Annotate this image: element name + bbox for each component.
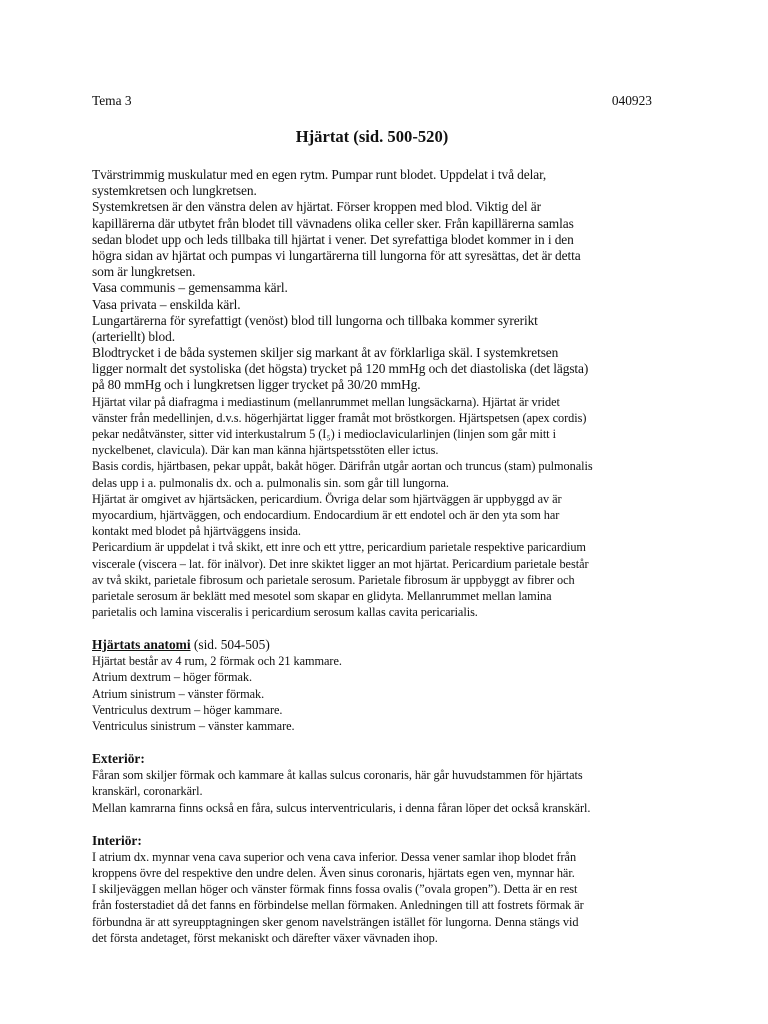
- text-line: nyckelbenet, clavicula). Där kan man känna hjärtspetsstöten eller ictus.: [92, 443, 439, 458]
- section-heading-title: Exteriör:: [92, 751, 145, 767]
- text-line: Vasa communis – gemensamma kärl.: [92, 280, 288, 296]
- section-heading-title: Hjärtats anatomi: [92, 637, 191, 653]
- topic-label: Tema 3: [92, 93, 132, 108]
- text-line: myocardium, hjärtväggen, och endocardium. Endocardium är ett endotel och är den yta som har: [92, 507, 560, 522]
- text-line: från fosterstadiet då det fanns en förbindelse mellan förmaken. Anledningen till att fostrets förmak är: [92, 898, 584, 913]
- text-line: vänster från medellinjen, d.v.s. högerhjärtat ligger framåt mot bröstkorgen. Hjärtspetsen (apex cordis): [92, 410, 587, 425]
- text-line: som är lungkretsen.: [92, 264, 196, 280]
- text-line: det första andetaget, först mekaniskt och därefter växer vävnaden ihop.: [92, 930, 438, 945]
- text-line: på 80 mmHg och i lungkretsen ligger trycket på 30/20 mmHg.: [92, 377, 421, 393]
- text-line: av två skikt, parietale fibrosum och parietale serosum. Parietale fibrosum är uppbyggt av fibrer och: [92, 572, 575, 587]
- text-line: I atrium dx. mynnar vena cava superior och vena cava inferior. Dessa vener samlar ihop blodet från: [92, 849, 577, 864]
- text-line: Hjärtat är omgivet av hjärtsäcken, pericardium. Övriga delar som hjärtväggen är uppbyggd av är: [92, 491, 562, 506]
- section-interior: [92, 832, 692, 946]
- text-line: Lungartärerna för syrefattigt (venöst) blod till lungorna och tillbaka kommer syrerikt: [92, 312, 538, 328]
- text-line: Atrium dextrum – höger förmak.: [92, 670, 253, 685]
- section-heading: [92, 750, 692, 767]
- text-line: (arteriellt) blod.: [92, 328, 175, 344]
- text-line: kapillärerna där utbytet från blodet till vävnadens olika celler sker. Från kapillärerna samlas: [92, 215, 574, 231]
- text-line: ligger normalt det systoliska (det högsta) trycket på 120 mmHg och det diastoliska (det lägsta): [92, 361, 589, 377]
- intro-paragraph: [92, 167, 692, 394]
- text-line: kroppens övre del respektive den undre delen. Även sinus coronaris, hjärtats egen ven, mynnar här.: [92, 865, 575, 880]
- text-line: kontakt med blodet på hjärtväggens insida.: [92, 524, 301, 539]
- text-line: Pericardium är uppdelat i två skikt, ett inre och ett yttre, pericardium parietale respektive paricardium: [92, 540, 586, 555]
- text-line: Blodtrycket i de båda systemen skiljer sig markant åt av förklarliga skäl. I systemkretsen: [92, 345, 559, 361]
- text-line: viscerale (viscera – lat. för inälvor). Det inre skiktet ligger an mot hjärtat. Pericardium parietale består: [92, 556, 589, 571]
- text-line: Atrium sinistrum – vänster förmak.: [92, 686, 265, 701]
- text-line: Vasa privata – enskilda kärl.: [92, 296, 241, 312]
- section-heading-title: Interiör:: [92, 832, 142, 848]
- text-line: Mellan kamrarna finns också en fåra, sulcus interventricularis, i denna fåran löper det också kranskärl.: [92, 800, 591, 815]
- text-line: högra sidan av hjärtat och pumpas vi lungartärerna till lungorna för att syresättas, det är detta: [92, 247, 581, 263]
- section-heading-ref: (sid. 504-505): [190, 637, 270, 653]
- date-label: 040923: [611, 93, 652, 108]
- text-line: I skiljeväggen mellan höger och vänster förmak finns fossa ovalis (”ovala gropen”). Detta är en rest: [92, 882, 578, 897]
- text-line: delas upp i a. pulmonalis dx. och a. pulmonalis sin. som går till lungorna.: [92, 475, 449, 490]
- text-line: Basis cordis, hjärtbasen, pekar uppåt, bakåt höger. Därifrån utgår aortan och truncus (stam) pulmonalis: [92, 459, 593, 474]
- page-title: Hjärtat (sid. 500-520): [295, 127, 449, 146]
- section-anatomi: [92, 636, 692, 734]
- document-body: [92, 167, 692, 946]
- text-line: Hjärtat vilar på diafragma i mediastinum (mellanrummet mellan lungsäckarna). Hjärtat är vridet: [92, 394, 560, 409]
- text-line: Ventriculus sinistrum – vänster kammare.: [92, 719, 295, 733]
- text-line: kranskärl, coronarkärl.: [92, 784, 203, 799]
- text-line: Ventriculus dextrum – höger kammare.: [92, 702, 283, 717]
- text-line: parietale serosum är beklätt med mesotel som skapar en glidyta. Mellanrummet mellan lamina: [92, 588, 552, 603]
- section-heading: [92, 832, 692, 849]
- text-line: Systemkretsen är den vänstra delen av hjärtat. Förser kroppen med blod. Viktig del är: [92, 199, 541, 215]
- text-line: Hjärtat består av 4 rum, 2 förmak och 21 kammare.: [92, 654, 342, 669]
- text-line: Fåran som skiljer förmak och kammare åt kallas sulcus coronaris, här går huvudstammen för hjärtats: [92, 768, 583, 783]
- text-line: Tvärstrimmig muskulatur med en egen rytm. Pumpar runt blodet. Uppdelat i två delar,: [92, 167, 547, 182]
- text-line: sedan blodet upp och leds tillbaka till hjärtat i vener. Det syrefattiga blodet kommer in i den: [92, 231, 574, 247]
- text-line: pekar nedåtvänster, sitter vid interkustalrum 5 (I₅) i medioclavicularlinjen (linjen som går mitt i: [92, 427, 556, 441]
- section-heading: [92, 636, 692, 653]
- text-line: parietalis och lamina visceralis i pericardium serosum kallas cavita pericarialis.: [92, 605, 478, 620]
- section-exterior: [92, 750, 692, 816]
- text-line: systemkretsen och lungkretsen.: [92, 183, 257, 199]
- anatomy-paragraph: [92, 394, 692, 621]
- text-line: förbundna är att syreupptagningen sker genom navelsträngen istället för lungorna. Denna stängs vid: [92, 914, 579, 929]
